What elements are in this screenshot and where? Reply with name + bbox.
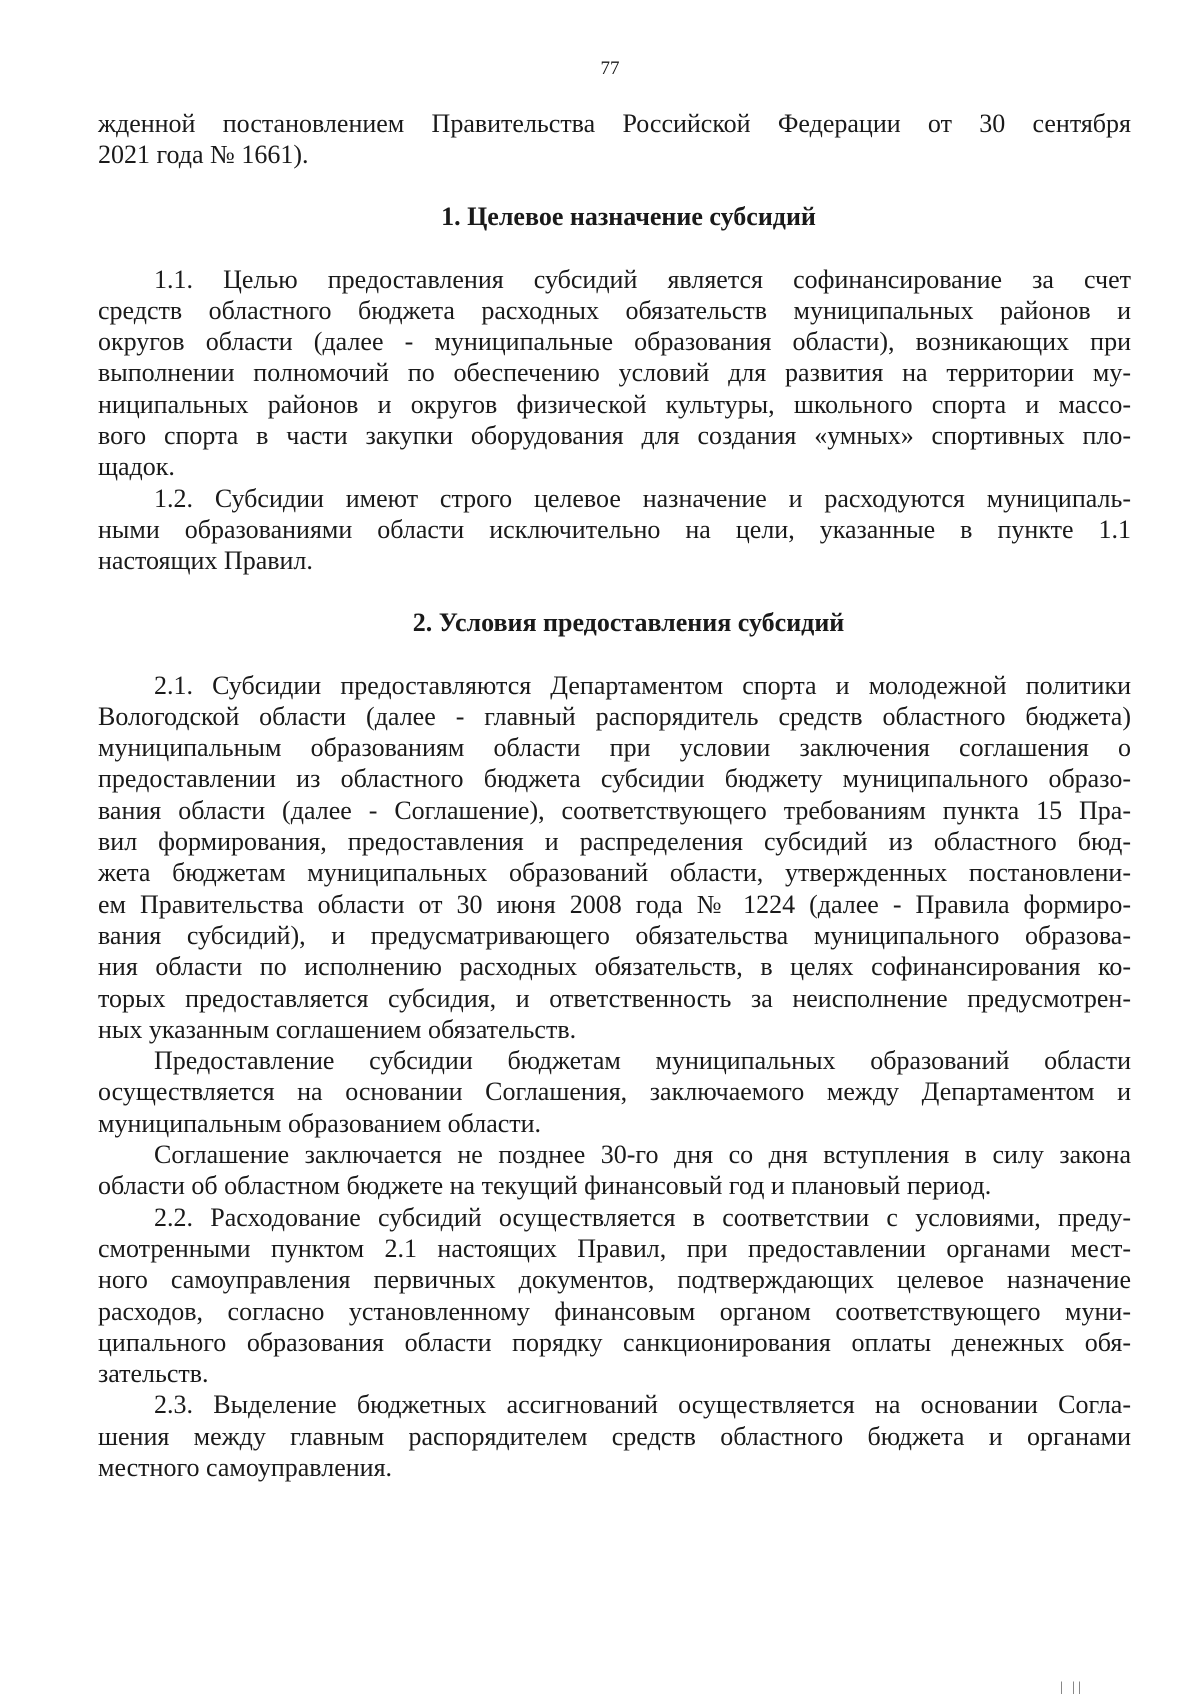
section-heading-2: 2. Условия предоставления субсидий: [412, 607, 845, 637]
text-line: 1.1. Целью предоставления субсидий является софинансирование за счет: [154, 264, 1131, 294]
text-line: ципального образования области порядку санкционирования оплаты денежных обя-: [98, 1327, 1131, 1357]
text-line: 2.3. Выделение бюджетных ассигнований осуществляется на основании Согла-: [154, 1390, 1131, 1420]
document-body: [98, 108, 1131, 1483]
text-line: вил формирования, предоставления и распределения субсидий из областного бюд-: [98, 827, 1131, 857]
text-line: средств областного бюджета расходных обязательств муниципальных районов и: [98, 295, 1131, 325]
text-line: предоставлении из областного бюджета субсидии бюджету муниципального образо-: [98, 764, 1131, 794]
text-line: ного самоуправления первичных документов, подтверждающих целевое назначение: [98, 1265, 1131, 1295]
text-line: местного самоуправления.: [98, 1452, 393, 1482]
paragraph-1-2: [98, 483, 1131, 577]
text-line: муниципальным образованием области.: [98, 1108, 542, 1138]
text-line: шения между главным распорядителем средств областного бюджета и органами: [98, 1421, 1131, 1451]
text-line: вого спорта в части закупки оборудования для создания «умных» спортивных пло-: [98, 421, 1131, 451]
text-line: зательств.: [98, 1359, 209, 1389]
intro-paragraph: [98, 108, 1131, 171]
page-number: 77: [600, 58, 620, 79]
text-line: вания области (далее - Соглашение), соответствующего требованиям пункта 15 Пра-: [98, 795, 1131, 825]
text-line: вания субсидий), и предусматривающего обязательства муниципального образова-: [98, 920, 1131, 950]
text-line: ем Правительства области от 30 июня 2008 года № 1224 (далее - Правила формиро-: [98, 889, 1131, 919]
paragraph-2-2: [98, 1202, 1131, 1390]
text-line: муниципальным образованиям области при условии заключения соглашения о: [98, 733, 1131, 763]
paragraph-2-3: [98, 1389, 1131, 1483]
text-line: торых предоставляется субсидия, и ответственность за неисполнение предусмотрен-: [98, 983, 1131, 1013]
paragraph-2-1-b: [98, 1045, 1131, 1139]
text-line: Соглашение заключается не позднее 30-го дня со дня вступления в силу закона: [154, 1140, 1131, 1170]
text-line: ных указанным соглашением обязательств.: [98, 1014, 577, 1044]
text-line: щадок.: [98, 452, 175, 482]
section-heading-1: 1. Целевое назначение субсидий: [441, 201, 816, 231]
text-line: осуществляется на основании Соглашения, заключаемого между Департаментом и: [98, 1077, 1131, 1107]
text-line: Предоставление субсидии бюджетам муниципальных образований области: [154, 1046, 1131, 1076]
text-line: настоящих Правил.: [98, 546, 313, 576]
text-line: 2.1. Субсидии предоставляются Департаментом спорта и молодежной политики: [154, 670, 1131, 700]
text-line: выполнении полномочий по обеспечению условий для развития на территории му-: [98, 358, 1131, 388]
text-line: смотренными пунктом 2.1 настоящих Правил, при предоставлении органами мест-: [98, 1233, 1131, 1263]
text-line: жденной постановлением Правительства Российской Федерации от 30 сентября: [98, 109, 1131, 138]
text-line: ниципальных районов и округов физической культуры, школьного спорта и массо-: [98, 389, 1131, 419]
text-line: 1.2. Субсидии имеют строго целевое назначение и расходуются муниципаль-: [154, 483, 1131, 513]
text-line: ния области по исполнению расходных обязательств, в целях софинансирования ко-: [98, 952, 1131, 982]
text-line: Вологодской области (далее - главный распорядитель средств областного бюджета): [98, 701, 1131, 731]
text-line: 2021 года № 1661).: [98, 140, 309, 170]
paragraph-1-1: [98, 264, 1131, 483]
text-line: округов области (далее - муниципальные образования области), возникающих при: [98, 327, 1131, 357]
paragraph-2-1-c: [98, 1139, 1131, 1202]
text-line: ными образованиями области исключительно на цели, указанные в пункте 1.1: [98, 514, 1131, 544]
scan-edge-mark: | ||: [1060, 1680, 1084, 1695]
text-line: 2.2. Расходование субсидий осуществляется в соответствии с условиями, преду-: [154, 1202, 1131, 1232]
text-line: жета бюджетам муниципальных образований области, утвержденных постановлени-: [98, 858, 1131, 888]
text-line: области об областном бюджете на текущий финансовый год и плановый период.: [98, 1171, 992, 1201]
text-line: расходов, согласно установленному финансовым органом соответствующего муни-: [98, 1296, 1131, 1326]
paragraph-2-1: [98, 670, 1131, 1046]
